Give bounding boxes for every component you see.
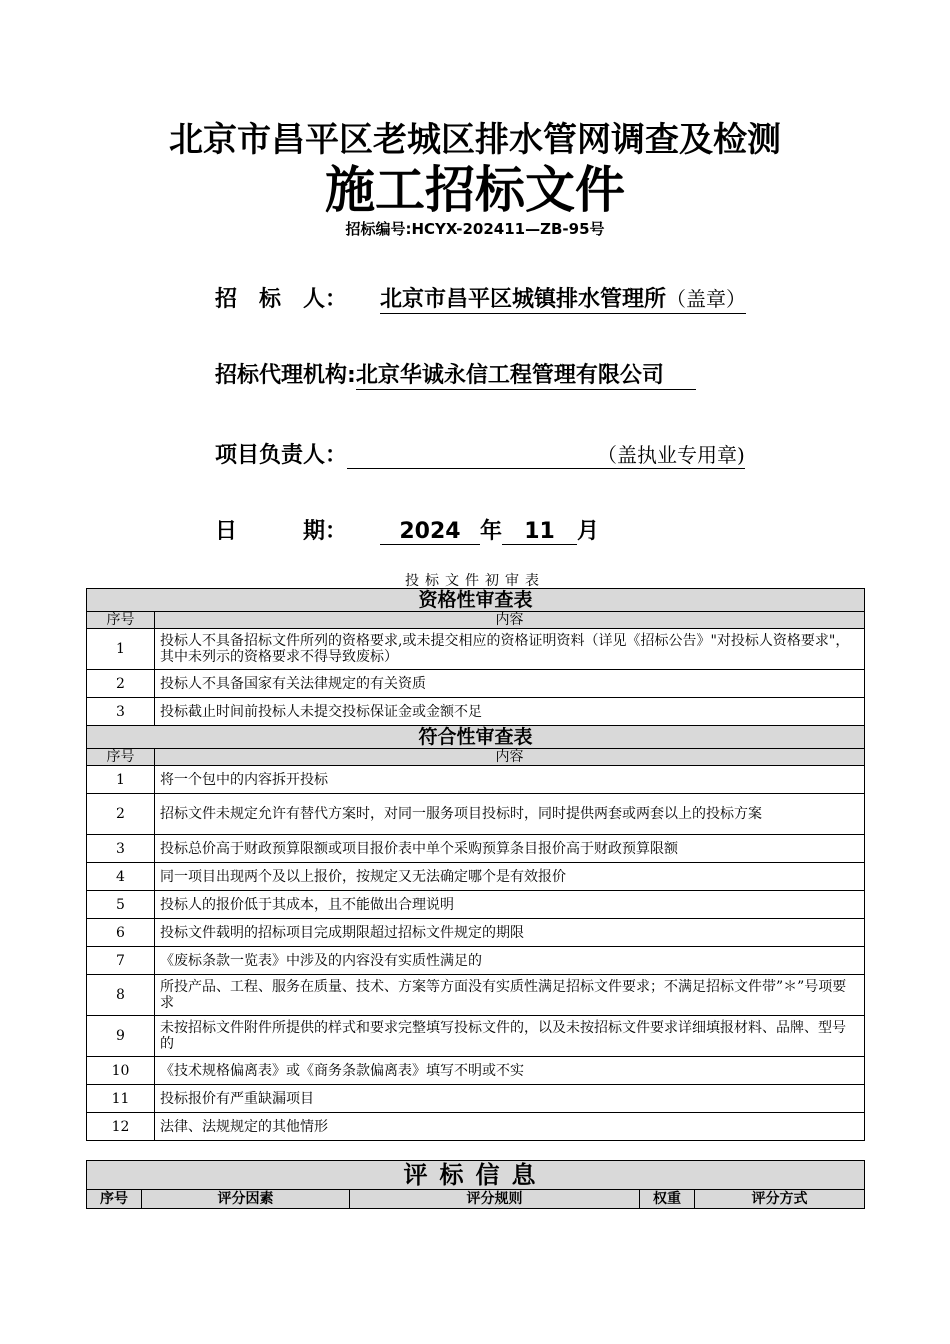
table-row [87,794,865,835]
row-number: 4 [87,863,155,891]
row-number: 8 [87,975,155,1016]
tender-code: 招标编号:HCYX-202411—ZB-95号 [345,220,605,238]
table-row [87,863,865,891]
table-row [87,891,865,919]
table-row [87,975,865,1016]
qualification-col-no: 序号 [87,612,155,629]
row-number: 5 [87,891,155,919]
qualification-col-content: 内容 [155,612,865,629]
manager-label: 项目负责人： [215,443,348,468]
manager-seal-note: （盖执业专用章) [597,443,745,467]
table-row [87,1113,865,1141]
tenderer-seal-note: （盖章） [666,287,747,311]
row-content: 投标人不具备招标文件所列的资格要求,或未提交相应的资格证明资料（详见《招标公告》"对投标人资格要求"，其中未列示的资格要求不得导致废标） [155,629,865,670]
row-content: 投标报价有严重缺漏项目 [155,1085,865,1113]
row-number: 9 [87,1016,155,1057]
agency-value: 北京华诚永信工程管理有限公司 [355,363,664,388]
document-title-line1: 北京市昌平区老城区排水管网调查及检测 [169,120,781,160]
row-number: 1 [87,766,155,794]
manager-field [215,438,745,469]
row-number: 2 [87,670,155,698]
eval-col-factor: 评分因素 [142,1190,350,1209]
eval-col-no: 序号 [87,1190,142,1209]
row-number: 2 [87,794,155,835]
row-content: 法律、法规规定的其他情形 [155,1113,865,1141]
eval-col-method: 评分方式 [695,1190,865,1209]
table-row [87,1085,865,1113]
date-month: 11 [524,519,555,544]
review-table [86,588,865,1141]
conformity-section-title: 符合性审查表 [87,726,865,749]
tenderer-label: 招 标 人： [215,287,348,312]
row-content: 招标文件未规定允许有替代方案时，对同一服务项目投标时，同时提供两套或两套以上的投标方案 [155,794,865,835]
conformity-col-no: 序号 [87,749,155,766]
row-content: 投标总价高于财政预算限额或项目报价表中单个采购预算条目报价高于财政预算限额 [155,835,865,863]
eval-col-weight: 权重 [640,1190,695,1209]
row-content: 未按招标文件附件所提供的样式和要求完整填写投标文件的，以及未按招标文件要求详细填报材料、品牌、型号的 [155,1016,865,1057]
review-caption: 投标文件初审表 [405,573,545,589]
row-number: 3 [87,698,155,726]
row-number: 3 [87,835,155,863]
document-title-line2: 施工招标文件 [325,161,625,219]
table-row [87,947,865,975]
row-content: 投标文件载明的招标项目完成期限超过招标文件规定的期限 [155,919,865,947]
date-year: 2024 [399,519,461,544]
tenderer-value: 北京市昌平区城镇排水管理所 [380,287,667,312]
date-label: 日 期： [215,519,348,544]
table-row [87,766,865,794]
row-number: 10 [87,1057,155,1085]
row-number: 1 [87,629,155,670]
table-row [87,1016,865,1057]
agency-field [215,358,696,390]
row-content: 《废标条款一览表》中涉及的内容没有实质性满足的 [155,947,865,975]
conformity-col-content: 内容 [155,749,865,766]
row-content: 投标人不具备国家有关法律规定的有关资质 [155,670,865,698]
date-field [215,514,599,545]
tenderer-field [215,282,746,314]
evaluation-table [86,1160,865,1209]
row-content: 将一个包中的内容拆开投标 [155,766,865,794]
row-number: 6 [87,919,155,947]
table-row [87,670,865,698]
row-content: 投标人的报价低于其成本，且不能做出合理说明 [155,891,865,919]
table-row [87,1057,865,1085]
row-content: 投标截止时间前投标人未提交投标保证金或金额不足 [155,698,865,726]
row-number: 11 [87,1085,155,1113]
evaluation-title: 评标信息 [87,1161,865,1190]
date-month-unit: 月 [577,519,600,544]
row-number: 7 [87,947,155,975]
agency-label: 招标代理机构: [215,363,356,388]
qualification-section-title: 资格性审查表 [87,589,865,612]
row-content: 所投产品、工程、服务在质量、技术、方案等方面没有实质性满足招标文件要求；不满足招标文件带”＊”号项要求 [155,975,865,1016]
eval-col-rule: 评分规则 [350,1190,640,1209]
table-row [87,919,865,947]
row-content: 同一项目出现两个及以上报价，按规定又无法确定哪个是有效报价 [155,863,865,891]
row-number: 12 [87,1113,155,1141]
row-content: 《技术规格偏离表》或《商务条款偏离表》填写不明或不实 [155,1057,865,1085]
table-row [87,629,865,670]
table-row [87,698,865,726]
table-row [87,835,865,863]
date-year-unit: 年 [480,519,503,544]
